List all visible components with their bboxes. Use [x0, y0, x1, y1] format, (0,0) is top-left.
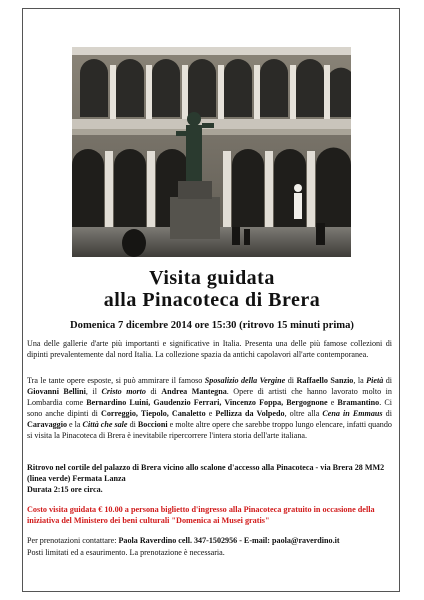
booking-info	[27, 535, 392, 558]
meeting-point: Ritrovo nel cortile del palazzo di Brera vicino allo scalone d'accesso alla Pinacoteca - via Brera 28 MM2 (linea verde) Fermata Lanza	[27, 463, 385, 483]
booking-note: Posti limitati ed a esaurimento. La prenotazione è necessaria.	[27, 547, 225, 557]
title-line-2: alla Pinacoteca di Brera	[103, 289, 321, 311]
intro-paragraph: Una delle gallerie d'arte più importanti e significative in Italia. Presenta una delle più famose collezioni di dipinti prevalentemente dal nord Italia. La collezione spazia da antichi capolavori all'arte contemporanea.	[27, 339, 392, 359]
works-paragraph: Tra le tante opere esposte, si può ammirare il famoso Sposalizio della Vergine di Raffaello Sanzio, la Pietà di Giovanni Bellini, il Cristo morto di Andrea Mantegna. Opere di artisti che hanno lavorato molto in Lombardia come Bernardino Luini, Gaudenzio Ferrari, Vincenzo Foppa, Bergognone e Bramantino. Ci sono anche dipinti di Correggio, Tiepolo, Canaletto e Pellizza da Volpedo, oltre alla Cena in Emmaus di Caravaggio e la Città che sale di Boccioni e molte altre opere che sarebbe troppo lungo elencare, infatti quando si visita la Pinacoteca di Brera è inevitabile ripercorrere l'intera storia dell'arte italiana.	[27, 376, 393, 440]
courtyard-photo	[72, 47, 351, 257]
duration: Durata 2:15 ore circa.	[27, 485, 103, 494]
booking-label: Per prenotazioni contattare:	[27, 536, 117, 545]
booking-contact: Paola Raverdino cell. 347-1502956 - E-mail: paola@raverdino.it	[118, 536, 340, 545]
event-date: Domenica 7 dicembre 2014 ore 15:30 (ritrovo 15 minuti prima)	[70, 320, 354, 331]
title-line-1: Visita guidata	[149, 267, 275, 289]
meeting-info	[27, 462, 392, 495]
cost-info: Costo visita guidata € 10.00 a persona biglietto d'ingresso alla Pinacoteca gratuito in occasione della iniziativa del Ministero dei beni culturali "Domenica ai Musei gratis"	[27, 505, 375, 525]
